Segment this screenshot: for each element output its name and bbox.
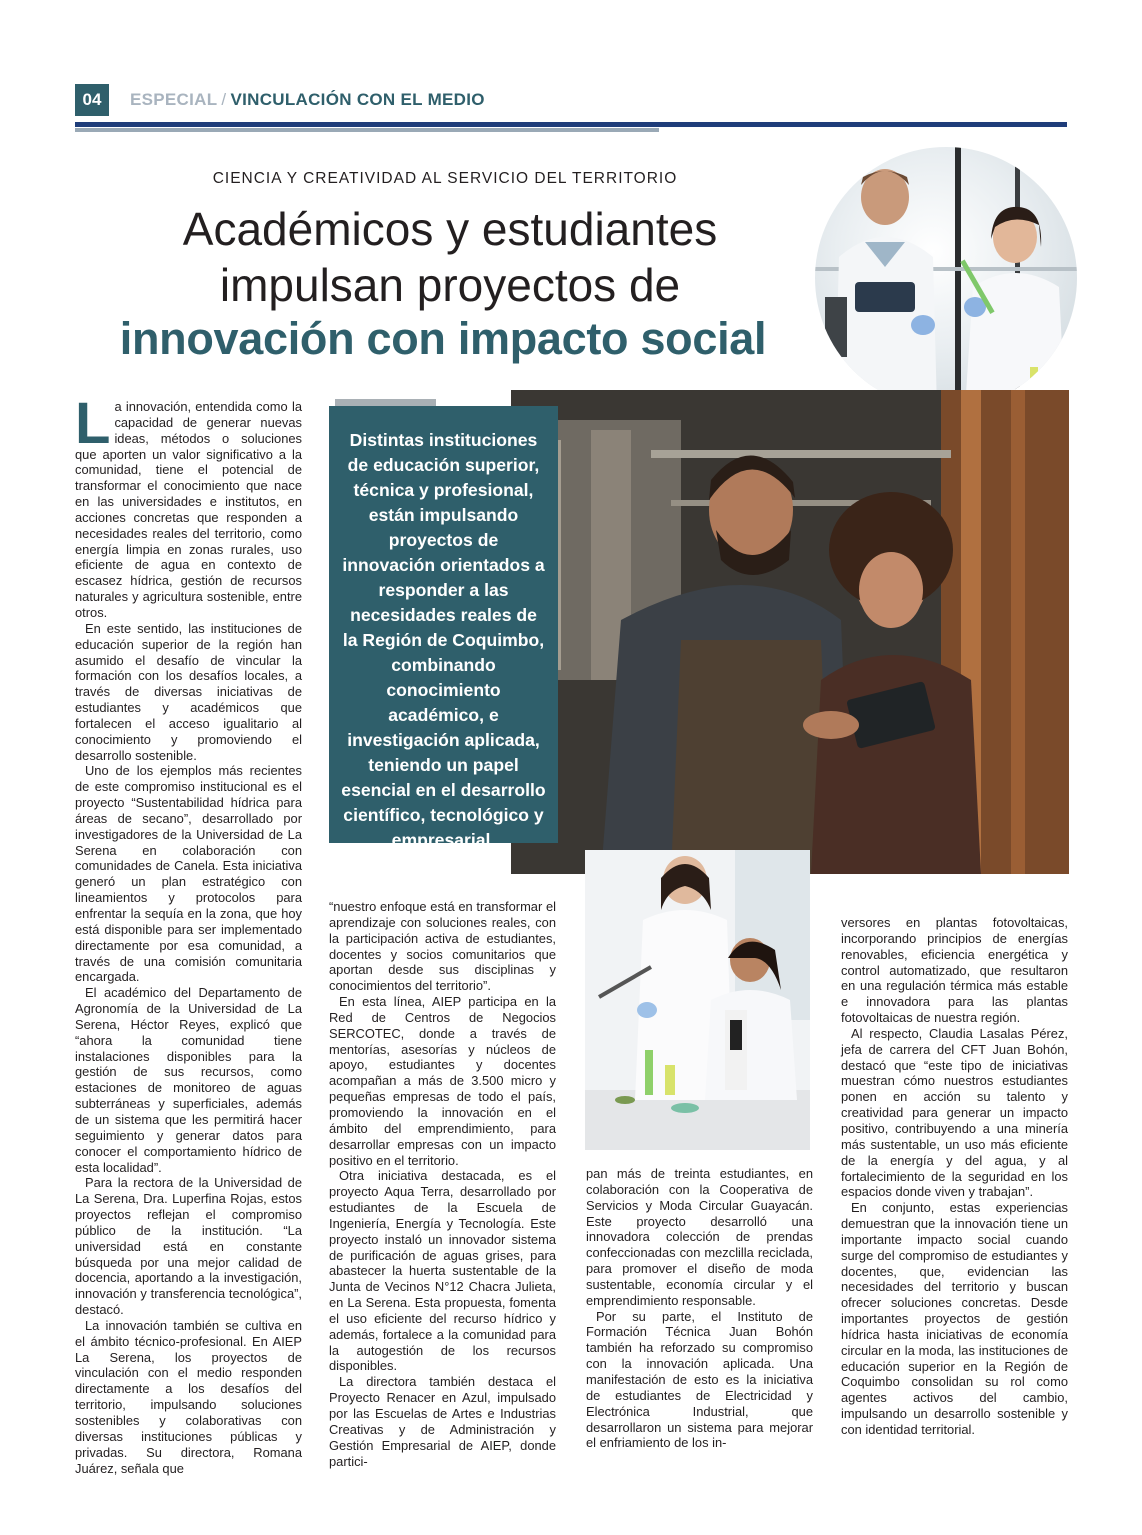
article-paragraph: pan más de treinta estudiantes, en colaboración con la Cooperativa de Servicios y Moda Circular Guayacán. Este proyecto desarrolló una innovadora colección de prendas confeccionadas con mezclilla reciclada, para promover el diseño de moda sustentable, economía circular y el emprendimiento responsable. <box>586 1166 813 1308</box>
article-column-1 <box>75 391 302 1476</box>
headline-line-3: innovación con impacto social <box>119 313 767 364</box>
header-rule-grey <box>75 128 659 132</box>
article-paragraph: La innovación, entendida como la capacidad de generar nuevas ideas, métodos o soluciones que aporten un valor significativo a la comunidad, tiene el potencial de transformar el conocimiento que nace en las universidades e institutos, en acciones concretas que responden a necesidades reales del territorio, como energía limpia en zonas rurales, uso eficiente de agua en contexto de escasez hídrica, gestión de recursos naturales y agricultura sostenible, entre otros. <box>75 391 302 620</box>
section-title <box>130 90 485 110</box>
article-paragraph: La innovación también se cultiva en el ámbito técnico-profesional. En AIEP La Serena, los proyectos de vinculación con el medio responden directamente a los desafíos del territorio, impulsando soluciones sostenibles y colaborativas con diversas instituciones públicas y privadas. Su directora, Romana Juárez, señala que <box>75 1317 302 1476</box>
section-separator: / <box>221 90 227 109</box>
article-paragraph: Otra iniciativa destacada, es el proyecto Aqua Terra, desarrollado por estudiantes de la Escuela de Ingeniería, Energía y Tecnología. Este proyecto instaló un innovador sistema de purificación de aguas grises, para abastecer la huerta sustentable de la Junta de Vecinos N°12 Chacra Julieta, en La Serena. Esta propuesta, fomenta el uso eficiente del recurso hídrico y además, fortalece a la comunidad para la autogestión de los recursos disponibles. <box>329 1168 556 1374</box>
headline-line-1: Académicos y estudiantes <box>182 203 718 255</box>
article-paragraph: Para la rectora de la Universidad de La Serena, Dra. Luperfina Rojas, estos proyectos reflejan el compromiso público de la institución. “La universidad está en constante búsqueda por una mejor calidad de docencia, aportando a la investigación, innovación y transferencia tecnológica”, destacó. <box>75 1175 302 1318</box>
lab-students-photo <box>585 850 810 1150</box>
headline-kicker: CIENCIA Y CREATIVIDAD AL SERVICIO DEL TERRITORIO <box>212 170 678 187</box>
subsection-label: VINCULACIÓN CON EL MEDIO <box>230 90 485 109</box>
article-paragraph: “nuestro enfoque está en transformar el aprendizaje con soluciones reales, con la participación activa de estudiantes, docentes y socios comunitarios que aportan desde sus disciplinas y conocimientos del territorio”. <box>329 899 556 994</box>
lab-scientists-photo <box>815 147 1077 409</box>
article-paragraph: La directora también destaca el Proyecto Renacer en Azul, impulsado por las Escuelas de Artes e Industrias Creativas y de Administración y Gestión Empresarial de AIEP, donde partici- <box>329 1374 556 1469</box>
article-column-3 <box>586 1166 813 1451</box>
article-paragraph: Por su parte, el Instituto de Formación Técnica Juan Bohón también ha reforzado su compromiso con la innovación aplicada. Una manifestación de esto es la iniciativa de estudiantes de Electricidad y Electrónica Industrial, que desarrollaron un sistema para mejorar el enfriamiento de los in- <box>586 1308 813 1451</box>
article-paragraph: El académico del Departamento de Agronomía de la Universidad de La Serena, Héctor Reyes, explicó que “ahora la comunidad tiene instalaciones disponibles para la gestión de sus recursos, como estaciones de monitoreo de aguas subterráneas y superficiales, además de un sistema que les permitirá hacer seguimiento y generar datos para conocer el comportamiento hídrico de esta localidad”. <box>75 985 302 1175</box>
callout-box <box>329 406 558 850</box>
article-paragraph: En conjunto, estas experiencias demuestran que la innovación tiene un importante impacto social cuando surge del compromiso de estudiantes y docentes, que, evidencian las necesidades del territorio y buscan ofrecer soluciones concretas. Desde importantes proyectos de gestión hídrica hasta iniciativas de economía circular en la moda, las instituciones de educación superior en la Región de Coquimbo consolidan su rol como agentes activos del cambio, impulsando un desarrollo sostenible y con identidad territorial. <box>841 1200 1068 1437</box>
drop-cap: L <box>75 391 111 456</box>
brewery-workers-photo <box>511 390 1069 874</box>
article-paragraph: Uno de los ejemplos más recientes de este compromiso institucional es el proyecto “Sustentabilidad hídrica para áreas de secano”, desarrollado por investigadores de la Universidad de La Serena en colaboración con comunidades de Canela. Esta iniciativa generó un plan estratégico con lineamientos y protocolos para enfrentar la sequía en la zona, que hoy está disponible para ser implementado directamente por esa comunidad, a través de una comisión comunitaria encargada. <box>75 763 302 985</box>
article-paragraph: versores en plantas fotovoltaicas, incorporando principios de energías renovables, eficiencia energética y control automatizado, que resultaron en una regulación térmica más estable e innovadora para las plantas fotovoltaicas de nuestra región. <box>841 915 1068 1026</box>
article-column-2 <box>329 899 556 1469</box>
article-paragraph: En esta línea, AIEP participa en la Red de Centros de Negocios SERCOTEC, donde a través de mentorías, asesorías y núcleos de apoyo, estudiantes y docentes acompañan a más de 3.500 micro y pequeñas empresas de todo el país, promoviendo la innovación en el ámbito del emprendimiento, para desarrollar empresas con un impacto positivo en el territorio. <box>329 994 556 1168</box>
section-label: ESPECIAL <box>130 90 218 109</box>
headline-line-2: impulsan proyectos de <box>219 259 681 311</box>
header-rule-blue <box>75 122 1067 127</box>
article-paragraph: Al respecto, Claudia Lasalas Pérez, jefa de carrera del CFT Juan Bohón, destacó que “este tipo de iniciativas muestran cómo nuestros estudiantes ponen en acción su talento y creatividad para generar un impacto positivo, contribuyendo a una minería más sustentable, un uso más eficiente de la energía y del agua, y al fortalecimiento de la seguridad en los espacios donde viven y trabajan”. <box>841 1025 1068 1200</box>
article-column-4 <box>841 915 1068 1438</box>
article-paragraph: En este sentido, las instituciones de educación superior de la región han asumido el desafío de vincular la formación con los desafíos locales, a través de diversas iniciativas de estudiantes y académicos que fortalecen el acceso igualitario al conocimiento y promoviendo el desarrollo sostenible. <box>75 620 302 763</box>
page-number: 04 <box>75 84 109 116</box>
callout-text: Distintas instituciones de educación superior, técnica y profesional, están impulsando proyectos de innovación orientados a responder a las necesidades reales de la Región de Coquimbo, combinando conocimiento académico, e investigación aplicada, teniendo un papel esencial en el desarrollo científico, tecnológico y empresarial. <box>341 430 546 850</box>
